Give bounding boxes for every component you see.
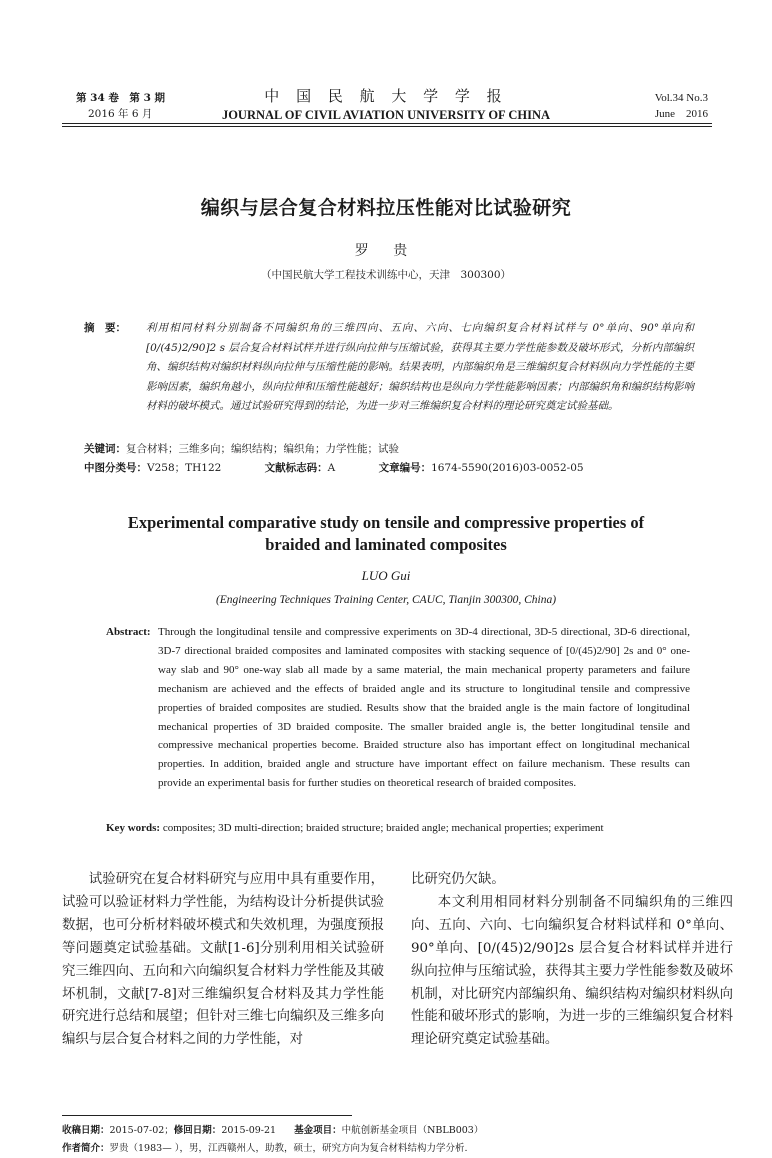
body-column-right bbox=[411, 869, 733, 1052]
received-label: 收稿日期： bbox=[62, 1125, 110, 1136]
paper-title-cn: 编织与层合复合材料拉压性能对比试验研究 bbox=[200, 197, 572, 219]
body-paragraph-continued: 比研究仍欠缺。 bbox=[411, 872, 505, 887]
date-cn: 2016 年 6 月 bbox=[88, 108, 153, 120]
footnote-dates bbox=[62, 1122, 483, 1136]
footnote-author-bio bbox=[62, 1140, 467, 1154]
header-rule-thin bbox=[62, 126, 712, 127]
volume-issue-cn: 第 34 卷 第 3 期 bbox=[76, 92, 166, 104]
keywords-cn bbox=[84, 441, 399, 456]
clc-label: 中图分类号： bbox=[84, 462, 147, 474]
fund-value: 中航创新基金项目（NBLB003） bbox=[341, 1125, 484, 1136]
keywords-en bbox=[106, 822, 604, 834]
article-number-value: 1674-5590(2016)03-0052-05 bbox=[431, 462, 584, 474]
doc-code-value: A bbox=[327, 462, 336, 474]
footnote-rule bbox=[62, 1115, 352, 1116]
fund-label: 基金项目： bbox=[294, 1125, 342, 1136]
bio-value: 罗贵（1983— ），男，江西赣州人，助教，硕士，研究方向为复合材料结构力学分析. bbox=[109, 1143, 468, 1154]
body-paragraph: 本文利用相同材料分别制备不同编织角的三维四向、五向、六向、七向编织复合材料试样和 0°单向、90°单向、[0/(45)2/90]2s 层合复合材料试样并进行纵向拉伸与压缩试验，获得其主要力学性能参数及破坏机制，对比研究内部编织角、编织结构对编织材料纵向性能和破坏形式的影响，为进一步的三维编织复合材料理论研究奠定试验基础。 bbox=[411, 894, 733, 1048]
author-cn: 罗 贵 bbox=[354, 243, 418, 259]
volume-issue-en: Vol.34 No.3 bbox=[654, 92, 708, 104]
clc-value: V258；TH122 bbox=[147, 462, 222, 474]
keywords-en-label: Key words: bbox=[106, 822, 161, 834]
revised-date: 2015-09-21 bbox=[221, 1125, 277, 1136]
keywords-cn-text: 复合材料；三维多向；编织结构；编织角；力学性能；试验 bbox=[126, 443, 399, 455]
article-number-label: 文章编号： bbox=[378, 462, 432, 474]
date-en: June 2016 bbox=[654, 108, 708, 120]
bio-label: 作者简介： bbox=[62, 1143, 110, 1154]
classification-line bbox=[84, 460, 584, 475]
journal-name-cn: 中 国 民 航 大 学 学 报 bbox=[264, 87, 508, 105]
keywords-cn-label: 关键词： bbox=[84, 443, 126, 455]
body-column-left bbox=[62, 869, 384, 1052]
journal-masthead bbox=[200, 86, 572, 123]
abstract-en-label: Abstract: bbox=[106, 626, 151, 638]
received-date: 2015-07-02； bbox=[109, 1125, 174, 1136]
abstract-en-text: Through the longitudinal tensile and compressive experiments on 3D-4 directional, 3D-5 directional, 3D-6 directional, 3D-7 directional braided composites and laminated composites with stacking sequence of [0/(45)2/90] 2s and 0° one-way slab and 90° one-way slab all made by a same material, the main mechanical property parameters and failure mechanism are achieved and the effects of braided angle and its structure to longitudinal tensile and compressive properties of braided composites are studied. Results show that the braided angle is the main factore of longitudinal mechanical properties of 3D braided composite. The smaller braided angle is, the better longitudinal tensile and compressive mechanical properties become. Braided structure also has important effect on longitudinal mechanical properties. In addition, braided angle and structure have important effect on failure mechanism. These results can provide an experimental basis for further studies on theoretical research of braided composites. bbox=[158, 626, 690, 790]
abstract-cn-text: 利用相同材料分别制备不同编织角的三维四向、五向、六向、七向编织复合材料试样与 0°单向、90°单向和[0/(45)2/90]2 s 层合复合材料试样并进行纵向拉伸与压缩试验，获得其主要力学性能参数及破坏形式，分析内部编织角、编织结构对编织材料纵向拉伸与压缩性能的影响。结果表明，内部编织角是三维编织复合材料纵向力学性能的主要影响因素，编织角越小，纵向拉伸和压缩性能越好；编织结构也是纵向力学性能影响因素；内部编织角和编织结构影响材料的破坏模式。通过试验研究得到的结论，为进一步对三维编织复合材料的理论研究奠定试验基础。 bbox=[146, 322, 694, 412]
header-volume-cn bbox=[76, 90, 165, 122]
revised-label: 修回日期： bbox=[173, 1125, 222, 1136]
paper-title-en-line2: braided and laminated composites bbox=[265, 535, 507, 554]
doc-code-label: 文献标志码： bbox=[264, 462, 328, 474]
body-paragraph: 试验研究在复合材料研究与应用中具有重要作用，试验可以验证材料力学性能，为结构设计分析提供试验数据，也可分析材料破坏模式和失效机理，为强度预报等问题奠定试验基础。文献[1-6]分别利用相关试验研究三维四向、五向和六向编织复合材料力学性能及其破坏机制，文献[7-8]对三维编织复合材料及其力学性能研究进行总结和展望；但针对三维七向编织及三维多向编织与层合复合材料之间的力学性能，对 bbox=[62, 872, 384, 1048]
paper-title-en bbox=[0, 512, 772, 556]
abstract-en bbox=[106, 623, 690, 793]
affiliation-en: (Engineering Techniques Training Center, CAUC, Tianjin 300300, China) bbox=[215, 594, 557, 606]
header-rule-thick bbox=[62, 123, 712, 124]
abstract-cn-label: 摘 要： bbox=[84, 322, 126, 334]
keywords-en-text: composites; 3D multi-direction; braided structure; braided angle; mechanical properties; experiment bbox=[162, 822, 604, 834]
affiliation-cn: （中国民航大学工程技术训练中心，天津 300300） bbox=[260, 269, 512, 281]
header-volume-en bbox=[655, 90, 708, 122]
paper-title-en-line1: Experimental comparative study on tensile and compressive properties of bbox=[127, 513, 645, 532]
abstract-cn bbox=[84, 319, 694, 417]
journal-name-en: JOURNAL OF CIVIL AVIATION UNIVERSITY OF CHINA bbox=[221, 108, 551, 122]
author-en: LUO Gui bbox=[361, 568, 411, 583]
